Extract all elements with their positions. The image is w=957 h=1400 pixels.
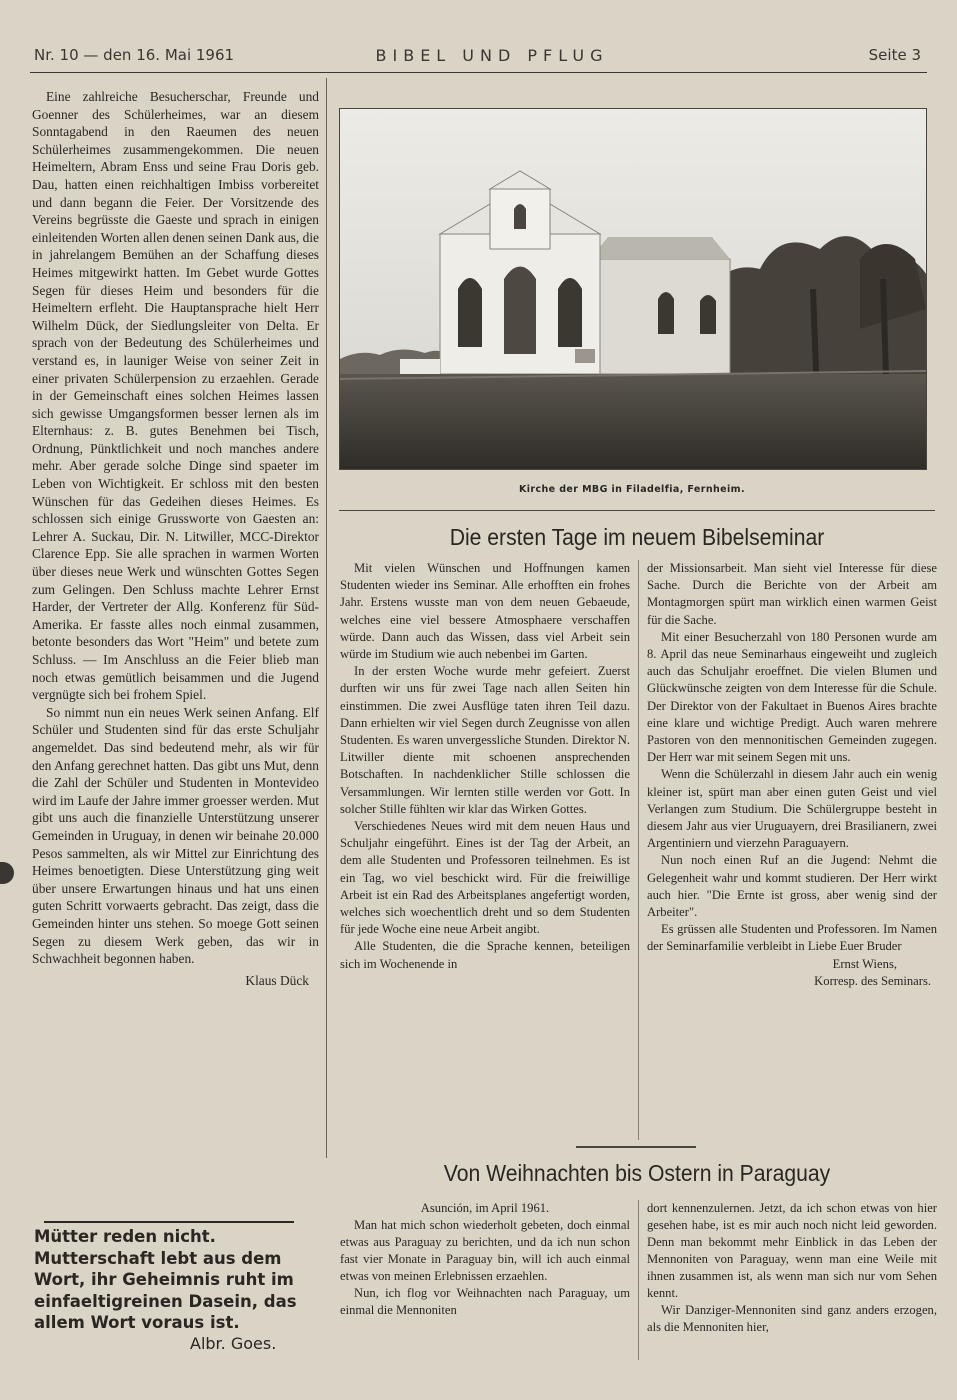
article1-paragraph: Mit vielen Wünschen und Hoffnungen kamen Studenten wieder ins Seminar. Alle erhofften ein frohes Jahr. Erstens wusste man von dem neuen Gebaeude, welches eine viel bessere Atmosphaere verschaffen würde. Dann auch das Wissen, dass viel Arbeit sein würde im Studium wie auch nebenbei im Garten. (340, 561, 630, 662)
article2-column-divider (638, 1200, 639, 1360)
article1-right-column (647, 560, 937, 990)
issue-line: Nr. 10 — den 16. Mai 1961 (34, 46, 235, 64)
article2-paragraph: dort kennenzulernen. Jetzt, da ich schon etwas von hier gesehen habe, ist es mir auch noch nicht leid geworden. Denn man bekommt mehr Einblick in das Leben der Mennoniten von Paraguay, wenn man eine Weile mit ihnen zusammen ist, als wenn man sich nur vom Sehen kennt. (647, 1201, 937, 1300)
article2-paragraph: Man hat mich schon wiederholt gebeten, doch einmal etwas aus Paraguay zu berichten, und da ich nun schon fast vier Monate in Paraguay bin, will ich auch einmal etwas von meinen Erlebnissen erzaehlen. (340, 1218, 630, 1283)
article1-left-column (340, 560, 630, 973)
quote-rule (44, 1221, 294, 1223)
article-rule (339, 510, 935, 511)
article2-right-column (647, 1200, 937, 1336)
page-number: Seite 3 (868, 46, 921, 64)
article1-paragraph: Alle Studenten, die die Sprache kennen, beteiligen sich im Wochenende in (340, 939, 630, 971)
article1-paragraph: Verschiedenes Neues wird mit dem neuen Haus und Schuljahr eingeführt. Eines ist der Tag der Arbeit, an dem alle Studenten und Professoren teilnehmen. Es ist ein Tag, wo viel beschickt wird. Für die freiwillige Arbeit ist ein Rad des Arbeitsplanes angefertigt worden, welches sich woechentlich dreht und so dem Studenten für jede Woche eine neue Arbeit angibt. (340, 819, 630, 937)
binding-hole (0, 862, 14, 884)
article1-paragraph: In der ersten Woche wurde mehr gefeiert. Zuerst durften wir uns für zwei Tage nach allen Seiten hin einstimmen. Die zwei Ausflüge taten ihren Teil dazu. Dann erhielten wir viel Segen durch Zeugnisse von allen Studenten. Es waren unvergessliche Stunden. Direktor N. Litwiller diente mit schoenen ansprechenden Botschaften. In nachdenklicher Stille schlossen die Versammlungen. Wir lernten stille werden vor Gott. In solcher Stille fühlten wir klar das Wirken Gottes. (340, 664, 630, 816)
column-divider (326, 78, 327, 1158)
left-signature: Klaus Dück (245, 972, 309, 988)
church-illustration (340, 109, 926, 469)
article2-paragraph: Nun, ich flog vor Weihnachten nach Paraguay, um einmal die Mennoniten (340, 1286, 630, 1317)
article1-signature-role: Korresp. des Seminars. (814, 973, 931, 988)
article1-paragraph: Nun noch einen Ruf an die Jugend: Nehmt die Gelegenheit wahr und kommt studieren. Der Herr wirkt auch hier. "Die Ernte ist gross, aber wenig sind der Arbeiter". (647, 853, 937, 920)
left-column-article (32, 88, 319, 989)
article1-title: Die ersten Tage im neuem Bibelseminar (449, 524, 825, 550)
article1-paragraph: Wenn die Schülerzahl in diesem Jahr auch ein wenig kleiner ist, spürt man aber einen guten Geist und viel Verlangen zum Studium. Die Schülergruppe besteht in diesem Jahr aus vier Uruguayern, drei Brasilianern, zwei Argentiniern und vierzehn Paraguayern. (647, 767, 937, 851)
article1-paragraph: Es grüssen alle Studenten und Professoren. Im Namen der Seminarfamilie verbleibt in Liebe Euer Bruder (647, 922, 937, 954)
masthead: BIBEL UND PFLUG (375, 46, 609, 65)
page-header (30, 42, 927, 70)
left-paragraph: So nimmt nun ein neues Werk seinen Anfang. Elf Schüler und Studenten sind für das erste Schuljahr angemeldet. Das sind bedeutend mehr, als wir für den Anfang gerechnet hatten. Das gibt uns Mut, denn die Zahl der Schüler und Studenten in Montevideo wird im Laufe der Jahre immer groesser werden. Mut gibt uns auch die finanzielle Unterstützung unserer Gemeinden in Uruguay, in denen wir beinahe 20.000 Pesos sammelten, als wir Mittel zur Einrichtung des Heimes benoetigten. Diese Unterstützung ging weit über unsere Erwartungen hinaus und hat uns einen guten Schritt vorwaerts gebracht. Das zeigt, dass die Gemeinden hinter uns stehen. So moege Gott seinen Segen zu diesem Werk geben, das wir in Schwachheit begonnen haben. (32, 704, 319, 967)
header-rule (30, 72, 927, 73)
article2-dateline: Asunción, im April 1961. (420, 1201, 550, 1215)
article2-paragraph: Wir Danziger-Mennoniten sind ganz anders erzogen, als die Mennoniten hier, (647, 1303, 937, 1334)
article1-column-divider (638, 560, 639, 1140)
photo-caption: Kirche der MBG in Filadelfia, Fernheim. (518, 484, 745, 495)
article2-title: Von Weihnachten bis Ostern in Paraguay (443, 1160, 831, 1186)
church-photo (339, 108, 927, 470)
article1-signature-name: Ernst Wiens, (832, 956, 897, 971)
article1-paragraph: der Missionsarbeit. Man sieht viel Interesse für diese Sache. Durch die Berichte von der Arbeit am Montagmorgen spürt man wirklich einen warmen Geist für die Sache. (647, 561, 937, 627)
article2-left-column (340, 1200, 630, 1319)
article1-paragraph: Mit einer Besucherzahl von 180 Personen wurde am 8. April das neue Seminarhaus eingeweiht und zugleich auch das Schuljahr eroeffnet. Die vielen Blumen und Glückwünsche zeigten von dem Interesse für die Schule. Der Direktor von der Fakultaet in Buenos Aires brachte eine klare und wichtige Predigt. Auch waren mehrere Pastoren von den mennonitischen Gemeinden zugegen. Der Herr war mit seinem Segen mit uns. (647, 629, 937, 765)
quote-author: Albr. Goes. (190, 1334, 277, 1353)
short-rule (576, 1146, 696, 1148)
left-paragraph: Eine zahlreiche Besucherschar, Freunde und Goenner des Schülerheimes, war an diesem Sonntagabend in den Raeumen des neuen Schülerheimes zusammengekommen. Die neuen Heimeltern, Abram Enss und seine Frau Doris geb. Dau, hatten einen reichhaltigen Imbiss vorbereitet und dann begann die Feier. Der Vorsitzende des Vereins begrüsste die Gaeste und sprach in einigen einleitenden Worten allen denen seinen Dank aus, die in jahrelangem Bemühen an der Schaffung dieses Heimes mitgewirkt hatten. Im Gebet wurde Gottes Segen für dieses Heim und besonders für die Heimeltern erfleht. Die Hauptansprache hielt Herr Wilhelm Dück, der Siedlungsleiter von Delta. Er sprach von der Bedeutung des Schülerheimes und verstand es, in launiger Weise von seiner Zeit in einer privaten Schülerpension zu erzaehlen. Gerade in der Gemeinschaft eines solchen Heimes lassen sich gewisse Umgangsformen besser lernen als im Elternhaus: z. B. gutes Benehmen bei Tisch, Ordnung, Pünktlichkeit und noch manches andere mehr. Aber gerade solche Dinge sind spaeter im Leben von Wichtigkeit. Er schloss mit den besten Wünschen für das Gedeihen dieses Heimes. Es schlossen sich einige Grussworte von Gaesten an: Lehrer A. Suckau, Dir. N. Litwiller, MCC-Direktor Clarence Epp. Sie alle sprachen in warmen Worten über dieses neue Werk und wünschten Gottes Segen zum Gelingen. Den Schluss machte Lehrer Ernst Harder, der Vertreter der Allg. Konferenz für Süd-Amerika. Er fasste alles noch einmal zusammen, betonte besonders das Wort "Heim" und betete zum Schluss. — Im Anschluss an die Feier blieb man noch etwas gemütlich beisammen und die Jugend vergnügte sich bei frohem Spiel. (32, 89, 319, 703)
quote-text: Mütter reden nicht. Mutterschaft lebt aus dem Wort, ihr Geheimnis ruht im einfaeltigreinen Dasein, das allem Wort voraus ist. (34, 1227, 297, 1332)
